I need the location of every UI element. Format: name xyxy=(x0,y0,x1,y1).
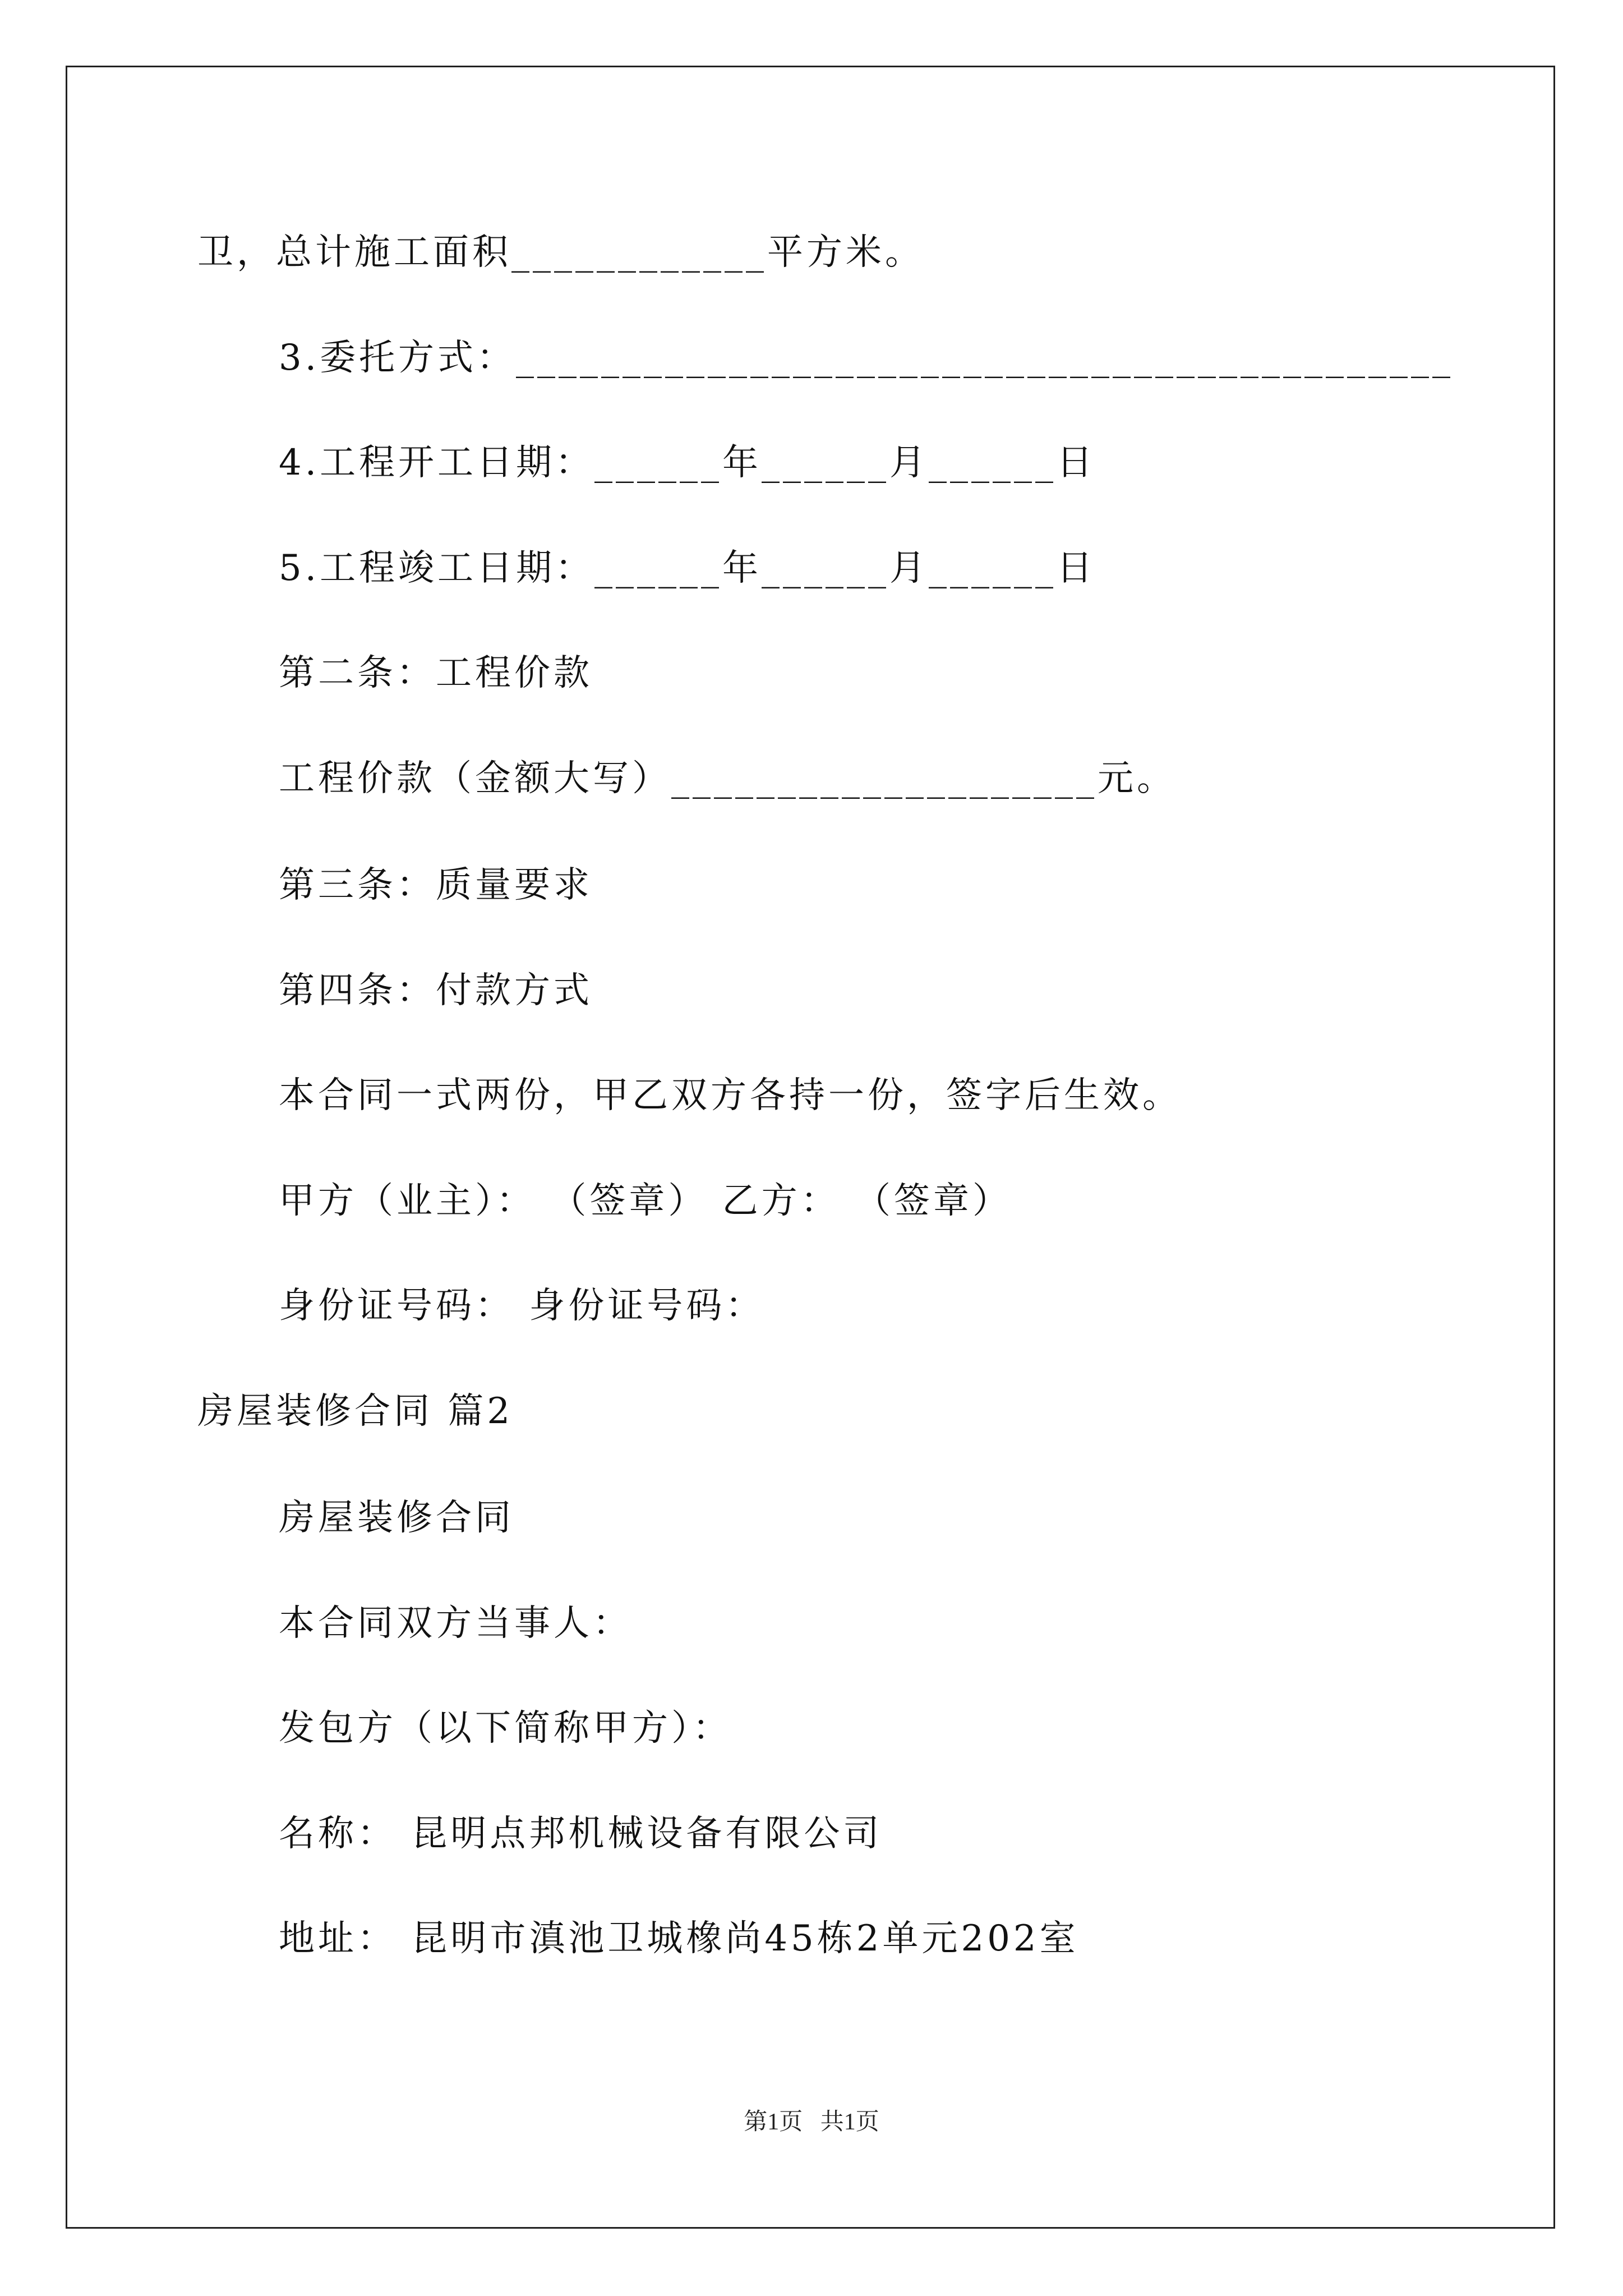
section-heading-quality: 第三条：质量要求 xyxy=(279,864,593,906)
page-number-footer: 第1页 共1页 xyxy=(744,2109,879,2135)
section-heading-price: 第二条：工程价款 xyxy=(279,652,593,694)
contract-title: 房屋装修合同 xyxy=(279,1497,514,1539)
text-line-party-a: 发包方（以下简称甲方）： xyxy=(279,1708,732,1749)
text-line-area: 卫，总计施工面积____________平方米。 xyxy=(197,232,924,273)
text-line-price-amount: 工程价款（金额大写）____________________元。 xyxy=(279,758,1176,799)
text-line-commission-method: 3.委托方式：____________________________________________ xyxy=(279,337,1454,379)
page-border xyxy=(66,66,1555,2229)
text-line-completion-date: 5.工程竣工日期：______年______月______日 xyxy=(279,547,1096,589)
text-line-signatures: 甲方（业主）： （签章） 乙方： （签章） xyxy=(279,1180,1012,1222)
document-title-part2: 房屋装修合同 篇2 xyxy=(197,1391,514,1432)
text-line-parties: 本合同双方当事人： xyxy=(279,1603,632,1644)
text-line-company-name: 名称： 昆明点邦机械设备有限公司 xyxy=(279,1813,883,1855)
text-line-start-date: 4.工程开工日期：______年______月______日 xyxy=(279,442,1096,484)
text-line-copies: 本合同一式两份，甲乙双方各持一份，签字后生效。 xyxy=(279,1075,1182,1116)
section-heading-payment: 第四条：付款方式 xyxy=(279,970,593,1011)
text-line-address: 地址： 昆明市滇池卫城橡尚45栋2单元202室 xyxy=(279,1918,1079,1959)
text-line-id-numbers: 身份证号码： 身份证号码： xyxy=(279,1285,765,1327)
